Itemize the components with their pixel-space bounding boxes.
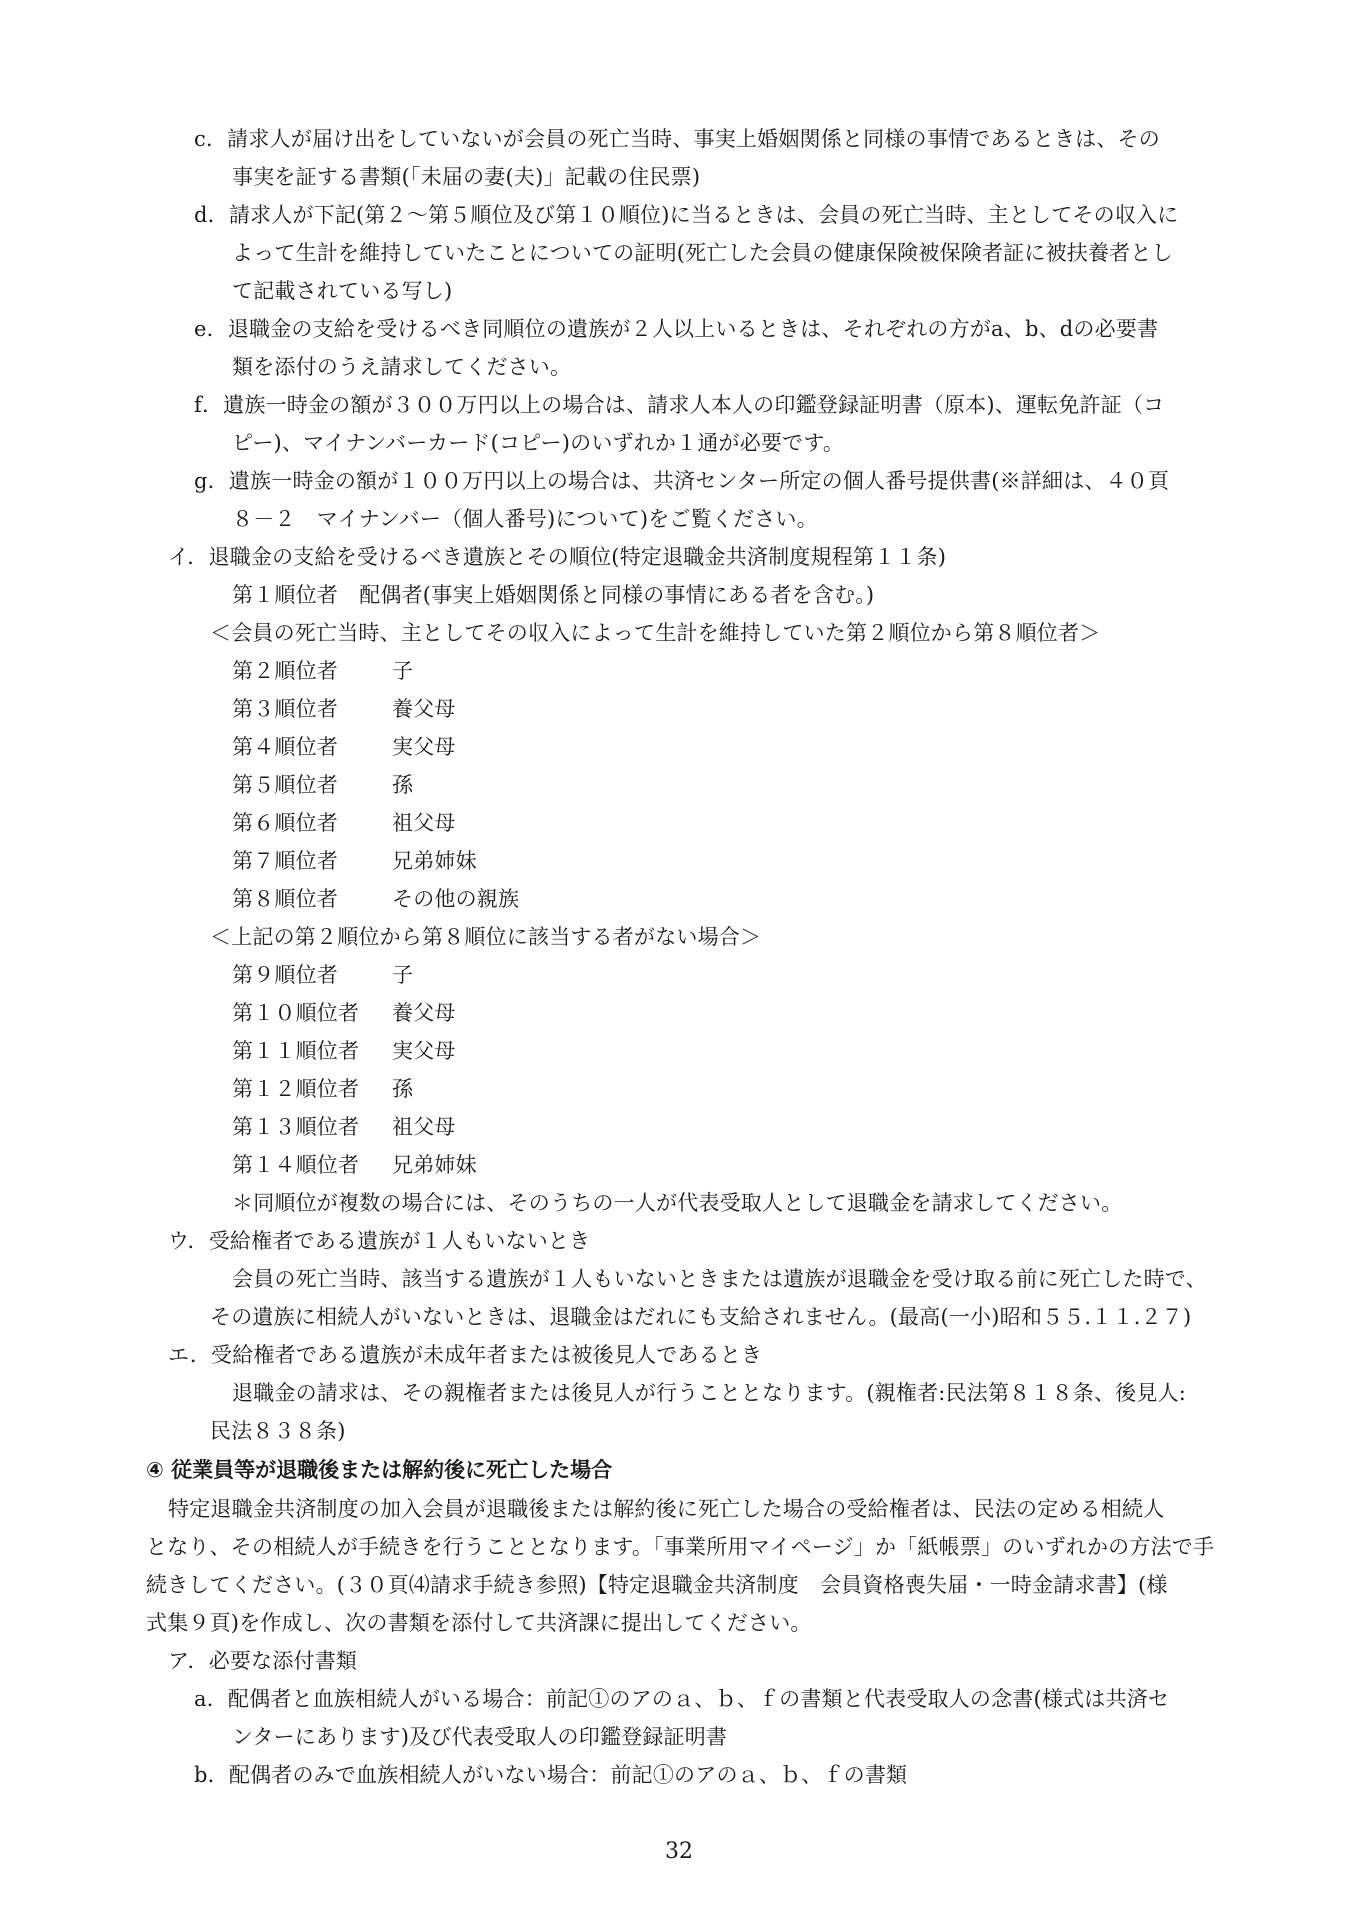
rank-person: 養父母 <box>392 1001 456 1025</box>
rank-person: 子 <box>392 963 414 987</box>
rank-label: 第７順位者 <box>232 849 338 873</box>
section-4-para-line-3: 続きしてください。(３０頁⑷請求手続き参照)【特定退職金共済制度 会員資格喪失届・一時金請求書】(様 <box>146 1573 1168 1597</box>
rank-label: 第５順位者 <box>232 773 338 797</box>
rank-label: 第１１順位者 <box>232 1039 360 1063</box>
rank-label: 第６順位者 <box>232 811 338 835</box>
rank-group-heading-1: ＜会員の死亡当時、主としてその収入によって生計を維持していた第２順位から第８順位者＞ <box>210 621 1101 645</box>
section-e-heading: エ．受給権者である遺族が未成年者または被後見人であるとき <box>168 1343 763 1367</box>
item-d-line-2: よって生計を維持していたことについての証明(死亡した会員の健康保険被保険者証に被扶養者とし <box>232 241 1173 265</box>
rank-person: その他の親族 <box>392 887 520 911</box>
rank-group-heading-2: ＜上記の第２順位から第８順位に該当する者がない場合＞ <box>210 925 762 949</box>
rank-label: 第２順位者 <box>232 659 338 683</box>
rank-label: 第９順位者 <box>232 963 338 987</box>
rank-row <box>232 732 456 762</box>
item-e-line-2: 類を添付のうえ請求してください。 <box>232 355 572 379</box>
rank-person: 兄弟姉妹 <box>392 1153 477 1177</box>
item-f-line-2: ピー)、マイナンバーカード(コピー)のいずれか１通が必要です。 <box>232 431 845 455</box>
rank-row <box>232 694 456 724</box>
section-i-heading: イ．退職金の支給を受けるべき遺族とその順位(特定退職金共済制度規程第１１条) <box>168 545 947 569</box>
rank-label: 第１０順位者 <box>232 1001 360 1025</box>
rank-person: 孫 <box>392 773 414 797</box>
rank-row <box>232 1150 477 1180</box>
item-g-line-2: ８－２ マイナンバー（個人番号)について)をご覧ください。 <box>232 507 818 531</box>
section-a-item-a-line-2: ンターにあります)及び代表受取人の印鑑登録証明書 <box>232 1725 728 1749</box>
rank-row <box>232 1074 413 1104</box>
rank-row <box>232 656 413 686</box>
rank-1: 第１順位者 配偶者(事実上婚姻関係と同様の事情にある者を含む。) <box>232 583 875 607</box>
section-u-heading: ウ．受給権者である遺族が１人もいないとき <box>168 1229 591 1253</box>
rank-row <box>232 808 456 838</box>
rank-person: 実父母 <box>392 1039 456 1063</box>
section-e-line-2: 民法８３８条) <box>210 1419 346 1443</box>
rank-row <box>232 846 477 876</box>
rank-row <box>232 884 519 914</box>
rank-label: 第８順位者 <box>232 887 338 911</box>
section-4-heading: ④ 従業員等が退職後または解約後に死亡した場合 <box>146 1458 613 1482</box>
rank-row <box>232 1036 456 1066</box>
section-a-item-a-line-1: a．配偶者と血族相続人がいる場合：前記①のアのａ、ｂ、ｆの書類と代表受取人の念書(様式は共済セ <box>194 1687 1170 1711</box>
rank-note: ＊同順位が複数の場合には、そのうちの一人が代表受取人として退職金を請求してください。 <box>232 1191 1123 1215</box>
rank-label: 第３順位者 <box>232 697 338 721</box>
page-number: 32 <box>665 1839 693 1864</box>
rank-label: 第１２順位者 <box>232 1077 360 1101</box>
item-e-line-1: e．退職金の支給を受けるべき同順位の遺族が２人以上いるときは、それぞれの方がa、b、dの必要書 <box>194 317 1159 341</box>
rank-person: 祖父母 <box>392 811 456 835</box>
item-d-line-1: d．請求人が下記(第２～第５順位及び第１０順位)に当るときは、会員の死亡当時、主としてその収入に <box>194 203 1179 227</box>
rank-label: 第１４順位者 <box>232 1153 360 1177</box>
section-u-line-2: その遺族に相続人がいないときは、退職金はだれにも支給されません。(最高(一小)昭和５５.１１.２７) <box>210 1305 1192 1329</box>
item-d-line-3: て記載されている写し) <box>232 279 453 303</box>
rank-person: 実父母 <box>392 735 456 759</box>
section-u-line-1: 会員の死亡当時、該当する遺族が１人もいないときまたは遺族が退職金を受け取る前に死亡した時で、 <box>232 1267 1207 1291</box>
section-4-para-line-2: となり、その相続人が手続きを行うこととなります。「事業所用マイページ」か「紙帳票」のいずれかの方法で手 <box>146 1535 1215 1559</box>
rank-row <box>232 1112 456 1142</box>
rank-person: 孫 <box>392 1077 414 1101</box>
rank-person: 祖父母 <box>392 1115 456 1139</box>
section-4-para-line-1: 特定退職金共済制度の加入会員が退職後または解約後に死亡した場合の受給権者は、民法の定める相続人 <box>168 1497 1165 1521</box>
item-c-line-1: c．請求人が届け出をしていないが会員の死亡当時、事実上婚姻関係と同様の事情であるときは、その <box>194 127 1160 151</box>
section-a-heading: ア．必要な添付書類 <box>168 1649 358 1673</box>
item-g-line-1: g．遺族一時金の額が１００万円以上の場合は、共済センター所定の個人番号提供書(※詳細は、４０頁 <box>194 469 1170 493</box>
section-e-line-1: 退職金の請求は、その親権者または後見人が行うこととなります。(親権者:民法第８１８条、後見人: <box>232 1381 1187 1405</box>
rank-label: 第１３順位者 <box>232 1115 360 1139</box>
rank-row <box>232 960 413 990</box>
item-c-line-2: 事実を証する書類(「未届の妻(夫)」記載の住民票) <box>232 165 701 189</box>
rank-person: 子 <box>392 659 414 683</box>
rank-row <box>232 770 413 800</box>
rank-person: 養父母 <box>392 697 456 721</box>
section-a-item-b-line-1: b．配偶者のみで血族相続人がいない場合：前記①のアのａ、ｂ、ｆの書類 <box>194 1763 908 1787</box>
item-f-line-1: f．遺族一時金の額が３００万円以上の場合は、請求人本人の印鑑登録証明書（原本)、運転免許証（コ <box>194 393 1165 417</box>
rank-row <box>232 998 456 1028</box>
rank-person: 兄弟姉妹 <box>392 849 477 873</box>
section-4-para-line-4: 式集９頁)を作成し、次の書類を添付して共済課に提出してください。 <box>146 1611 812 1635</box>
rank-label: 第４順位者 <box>232 735 338 759</box>
